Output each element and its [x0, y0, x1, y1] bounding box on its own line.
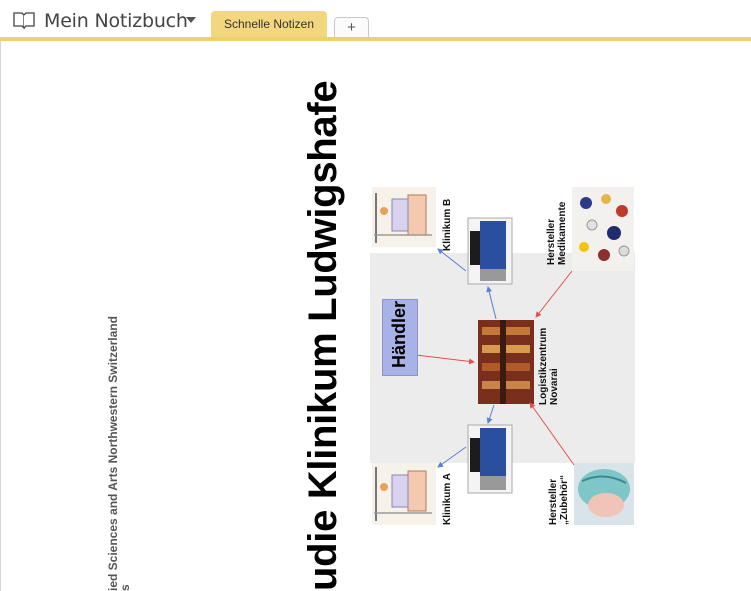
- section-accent-bar: [0, 37, 751, 41]
- hersteller-medikamente-line: Medikamente: [557, 201, 568, 265]
- logistikzentrum-label: [538, 328, 560, 405]
- add-section-button[interactable]: [334, 17, 369, 38]
- supply-chain-diagram[interactable]: [370, 185, 635, 530]
- slide-subtitle-line: s: [118, 584, 132, 591]
- accessories-image: [574, 463, 634, 525]
- hospital-bed-b-image: [372, 187, 436, 247]
- logistikzentrum-line: Novarai: [549, 368, 560, 405]
- notebook-title[interactable]: Mein Notizbuch: [44, 10, 188, 32]
- hersteller-zubehoer-line: Hersteller: [548, 478, 559, 525]
- klinikum-a-text: Klinikum A: [442, 473, 453, 525]
- page-border: [0, 41, 1, 591]
- slide-subtitle: [107, 316, 131, 591]
- slide-subtitle-line: ied Sciences and Arts Northwestern Switzerland: [106, 316, 120, 591]
- hersteller-medikamente-line: Hersteller: [546, 218, 557, 265]
- warehouse-image: [478, 320, 534, 404]
- tab-schnelle-notizen[interactable]: [211, 11, 327, 39]
- klinikum-a-label: [442, 473, 453, 525]
- truck-b-image: [468, 218, 512, 284]
- haendler-label: Händler: [389, 300, 409, 368]
- klinikum-b-label: [442, 199, 453, 251]
- notebook-icon[interactable]: [13, 11, 35, 29]
- hersteller-zubehoer-label: [548, 475, 570, 525]
- notebook-header: [0, 0, 751, 37]
- tab-label: Schnelle Notizen: [223, 17, 315, 31]
- truck-a-image: [468, 425, 512, 493]
- logistikzentrum-line: Logistikzentrum: [538, 327, 549, 405]
- medications-image: [572, 187, 634, 271]
- slide-title: udie Klinikum Ludwigshafe: [301, 80, 345, 591]
- hersteller-zubehoer-line: „Zubehör“: [559, 475, 570, 525]
- hersteller-medikamente-label: [546, 202, 568, 265]
- klinikum-b-text: Klinikum B: [442, 198, 453, 251]
- chevron-down-icon[interactable]: [186, 17, 196, 23]
- plus-icon: +: [347, 19, 356, 36]
- hospital-bed-a-image: [372, 463, 436, 525]
